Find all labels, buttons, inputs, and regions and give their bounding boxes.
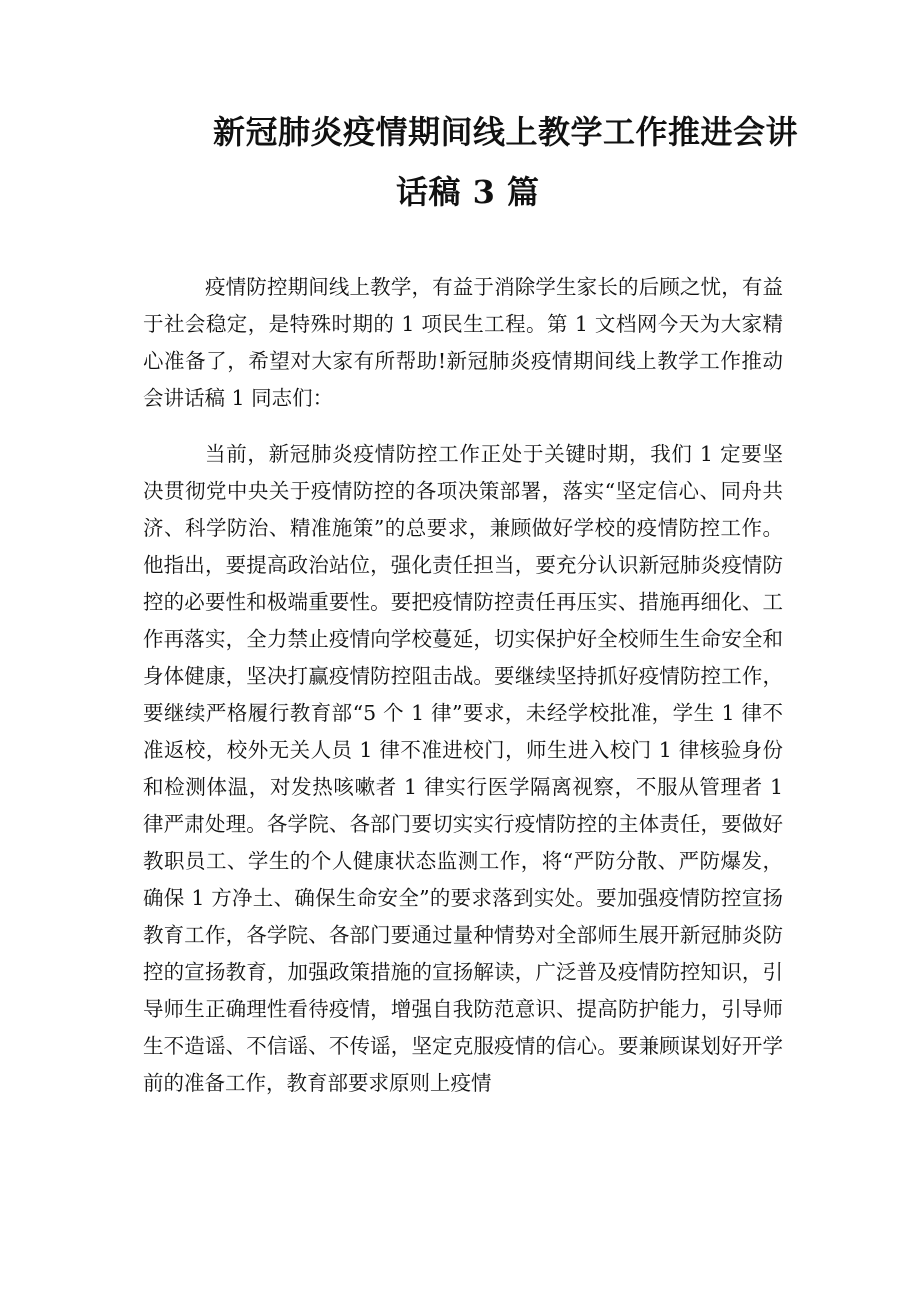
document-title-line-1: 新冠肺炎疫情期间线上教学工作推进会讲 bbox=[213, 113, 799, 151]
speech-paragraph-block bbox=[143, 436, 783, 1102]
speech-paragraph: 当前，新冠肺炎疫情防控工作正处于关键时期，我们 1 定要坚决贯彻党中央关于疫情防控的各项决策部署，落实“坚定信心、同舟共济、科学防治、精准施策”的总要求，兼顾做好学校的疫情防控工作。他指出，要提高政治站位，强化责任担当，要充分认识新冠肺炎疫情防控的必要性和极端重要性。要把疫情防控责任再压实、措施再细化、工作再落实，全力禁止疫情向学校蔓延，切实保护好全校师生生命安全和身体健康，坚决打赢疫情防控阻击战。要继续坚持抓好疫情防控工作，要继续严格履行教育部“5 个 1 律”要求，未经学校批准，学生 1 律不准返校，校外无关人员 1 律不准进校门，师生进入校门 1 律核验身份和检测体温，对发热咳嗽者 1 律实行医学隔离视察，不服从管理者 1 律严肃处理。各学院、各部门要切实实行疫情防控的主体责任，要做好教职员工、学生的个人健康状态监测工作，将“严防分散、严防爆发，确保 1 方净土、确保生命安全”的要求落到实处。要加强疫情防控宣扬教育工作，各学院、各部门要通过量种情势对全部师生展开新冠肺炎防控的宣扬教育，加强政策措施的宣扬解读，广泛普及疫情防控知识，引导师生正确理性看待疫情，增强自我防范意识、提高防护能力，引导师生不造谣、不信谣、不传谣，坚定克服疫情的信心。要兼顾谋划好开学前的准备工作，教育部要求原则上疫情 bbox=[143, 442, 783, 1095]
intro-paragraph: 疫情防控期间线上教学，有益于消除学生家长的后顾之忧，有益于社会稳定，是特殊时期的 1 项民生工程。第 1 文档网今天为大家精心准备了，希望对大家有所帮助!新冠肺炎疫情期间线上教学工作推动会讲话稿 1 同志们： bbox=[143, 275, 783, 410]
intro-paragraph-block bbox=[143, 269, 783, 417]
document-title-line-2: 话稿 3 篇 bbox=[396, 173, 540, 211]
